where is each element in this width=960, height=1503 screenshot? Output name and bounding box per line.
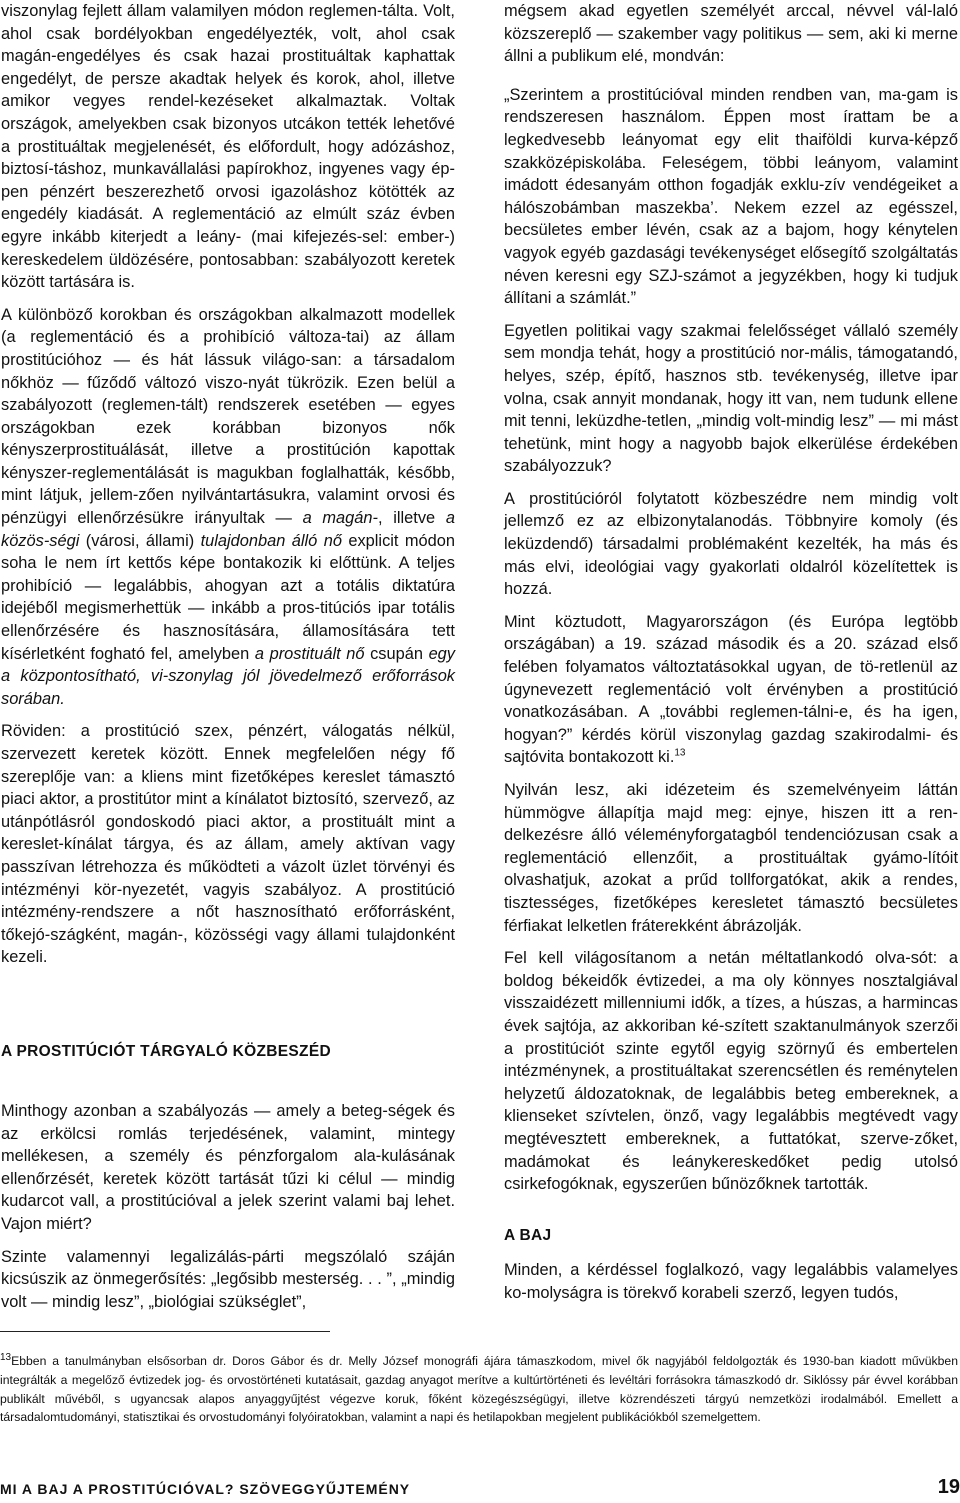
section-heading: A BAJ [504,1227,552,1244]
paragraph: Nyilván lesz, aki idézeteim és szemelvényeim láttán hümmögve állapítja majd meg: ejnye, hiszen itt a ren-delkezésre álló véleményforgatagból tendenciózusan csak a reglementáció ellenzőit, a prostituáltak gyámo-lítóit olvashatjuk, azokat a prűd tollforgatókat, akik a rendes, tisztességes, fizetőképes keresletet támasztó becsületes férfiakat lelketlen fráterekként ábrázolják. [504,781,958,935]
quote-paragraph: „Szerintem a prostitúcióval minden rendben van, ma-gam is rendszeresen használom. Éppen most írattam be a legkedvesebb leányomat egy elit thaiföldi kurva-képző szakközépiskolába. Feleségem, többi leányom, valamint imádott édesanyám otthon fogadják exklu-zív vendégeiket a hálószobámban maszekba’. Nekem ezzel az egésszel, becsületes ember lévén, csak az a bajom, hogy kénytelen vagyok egyéb gazdasági tevékenységet elősegítő szolgáltatás néven keresni egy SZJ-számot a jegyzékben, hogy ki tudjuk állítani a számlát.” [504,85,958,308]
paragraph: Mint köztudott, Magyarországon (és Európa legtöbb országában) a 19. század második és a 20. század első felében folyamatos változtatásokkal ugyan, de tö-retlenül az úgynevezett reglementáció volt érvényben a prostitúció vonatkozásában. A „további reglemen-tálni-e, és ha igen, hogyan?” kérdés körül viszonylag gazdag szakirodalmi- és sajtóvita bontakozott ki.$^{13}$ [504,612,958,767]
footnote: $^{13}$Ebben a tanulmányban elsősorban dr. Doros Gábor és dr. Melly József monográfi ájára támaszkodom, mivel ők nagyjából feldolgozták és 1930-ban kiadott művükben integrálták a megelőző évtizedek jog- és orvostörténeti kutatásait, gazdag anyagot merítve a kultúrtörténeti és levéltári forrásokra támaszkodó dr. Siklóssy pár évvel korábban publikált művéből, s ugyancsak alapos anyaggyűjtést végezve koruk, főként közegészségügyi, illetve közrendészeti tárgyú nemzetközi irodalmából. Emellett a társadalomtudományi, statisztikai és orvostudományi folyóiratokban, valamint a napi és hetilapokban megjelent publikációkból szemelgettem. [0,1351,958,1425]
paragraph: Szinte valamennyi legalizálás-párti megszólaló száján kicsúszik az önmegerősítés: „legősibb mesterség. . . ”, „mindig volt — mindig lesz”, „biológiai szükséglet”, [1,1247,455,1311]
paragraph: mégsem akad egyetlen személyét arccal, névvel vál-laló közszereplő — szakember vagy politikus — sem, aki ki merne állni a publikum elé, mondván: [504,2,958,66]
running-title: MI A BAJ A PROSTITÚCIÓVAL? SZÖVEGGYŰJTEMÉNY [0,1481,411,1497]
paragraph: Minden, a kérdéssel foglalkozó, vagy legalábbis valamelyes ko-molyságra is törekvő korabeli szerző, legyen tudós, [504,1261,958,1302]
paragraph: A különböző korokban és országokban alkalmazott modellek (a reglementáció és a prohibíció változa-tai) az állam prostitúcióhoz — és hát lássuk világo-san: a társadalom nőkhöz — fűződő változó viszo-nyát tükrözik. Ezen belül a szabályozott (reglemen-tált) rendszerek esetében — egyes országokban ezek korábban bizonyos nők kényszerprostituálását, illetve a prostitúción kapottak kényszer-reglementálását is magukban foglalhatták, később, mint látjuk, jellem-zően nyilvántartásukra, valamint orvosi és pénzügyi ellenőrzésükre irányultak — a magán-, illetve a közös-ségi (városi, állami) tulajdonban álló nő explicit módon soha le nem írt kettős képe bontakozik ki előttünk. A teljes prohibíció — legalábbis, ahogyan azt a totális diktatúra idejéből megismerhettük — inkább a pros-titúciós ipar totális ellenőrzésére és hasznosítására, államosítására tett kísérletként fogható fel, amelyben a prostituált nő csupán egy a központosítható, vi-szonylag jól jövedelmező erőforrások sorában. [1,305,455,708]
footnote-divider [0,1331,330,1332]
section-heading: A PROSTITÚCIÓT TÁRGYALÓ KÖZBESZÉD [1,1043,331,1060]
left-column-continued [1,1100,455,1323]
page-footer [0,1476,960,1502]
paragraph: Fel kell világosítanom a netán méltatlankodó olva-sót: a boldog békeidők évtizedei, a ma oly könnyes nosztalgiával visszaidézett millenniumi idők, a tízes, a húszas, a harmincas évek sajtója, az akkoriban ké-szített szaktanulmányok szerzői a prostitúciót szinte egytől egyig szörnyű és embertelen intézménynek, a prostituáltakat szerencsétlen és reménytelen helyzetű áldozatoknak, de legalábbis beteg embereknek, a klienseket szívtelen, önző, vagy legalábbis megtévedt vagy megtévesztett embereknek, a futtatókat, szerve-zőket, madámokat és leánykereskedőket pedig utolsó csirkefogóknak, egyszerűen bűnözőknek tartották. [504,949,958,1194]
paragraph: Egyetlen politikai vagy szakmai felelősséget vállaló személy sem mondja tehát, hogy a prostitúció nor-mális, támogatandó, helyes, szép, építő, hasznos stb. tevékenység, illetve ipar volna, csak annyit mondanak, hogy itt van, nem tudunk ellene mit tenni, leküzdhe-tetlen, „mindig volt-mindig lesz” — mi mást tehetünk, mint hogy a nagyobb bajok elkerülése érdekében szabályozzuk? [504,321,958,476]
left-column [1,0,455,979]
right-column-continued [504,1259,958,1314]
paragraph: Minthogy azonban a szabályozás — amely a beteg-ségek és az erkölcsi romlás terjedésének, valamint, mintegy mellékesen, a személy és pénzforgalom ala-kulásának ellenőrzését, keretek között tartását tűzi ki célul — mindig kudarcot vall, a prostitúcióval a jelek szerint valami baj lehet. Vajon miért? [1,1102,455,1233]
right-column [504,0,958,1206]
footnote-ref[interactable]: 13 [674,747,686,759]
paragraph: viszonylag fejlett állam valamilyen módon reglemen-tálta. Volt, ahol csak bordélyokban engedélyezték, volt, ahol csak magán-engedélyes és csak hazai prostituáltak kaphattak engedélyt, de persze akadtak helyek és korok, ahol, illetve amikor vegyes rendel-kezéseket alkalmaztak. Voltak országok, amelyekben csak bizonyos utcákon tették lehetővé a prostituáltak megjelenését, és előfordult, hogy adózáshoz, biztosí-táshoz, munkavállalási papírokhoz, ingyenes vagy ép-pen pénzért beszerezhető orvosi igazoláshoz kötötték az engedély kiadását. A reglementáció az elmúlt száz évben egyre inkább kiterjedt a leány- (mai kifejezés-sel: ember-) kereskedelem üldözésére, pontosabban: szabályozott keretek között tartására is. [1,2,455,292]
paragraph: A prostitúcióról folytatott közbeszédre nem mindig volt jellemző ez az elbizonytalanodás. Többnyire komoly (és leküzdendő) társadalmi problémaként kezelték, ha más és más elvi, ideológiai vagy gyakorlati oldalról közelítettek is hozzá. [504,489,958,599]
footnote-number: 13 [0,1351,12,1363]
page-number: 19 [937,1476,960,1498]
paragraph: Röviden: a prostitúció szex, pénzért, válogatás nélkül, szervezett keretek között. Ennek megfelelően négy fő szereplője van: a kliens mint fizetőképes kereslet támasztó piaci aktor, a prostitútor mint a kínálatot biztosító, szervező, az utánpótlásról gondoskodó piaci aktor, a prostituált mint a kereslet-kínálat tárgya, és az állam, amely aktívan vagy passzívan létrehozza és működteti a vázolt üzlet törvényi és intézményi kör-nyezetét, vagyis szabályoz. A prostitúció intézmény-rendszere a nőt hasznosítható erőforrásként, tőkejó-szágként, magán-, közösségi vagy állami tulajdonként kezeli. [1,722,455,967]
